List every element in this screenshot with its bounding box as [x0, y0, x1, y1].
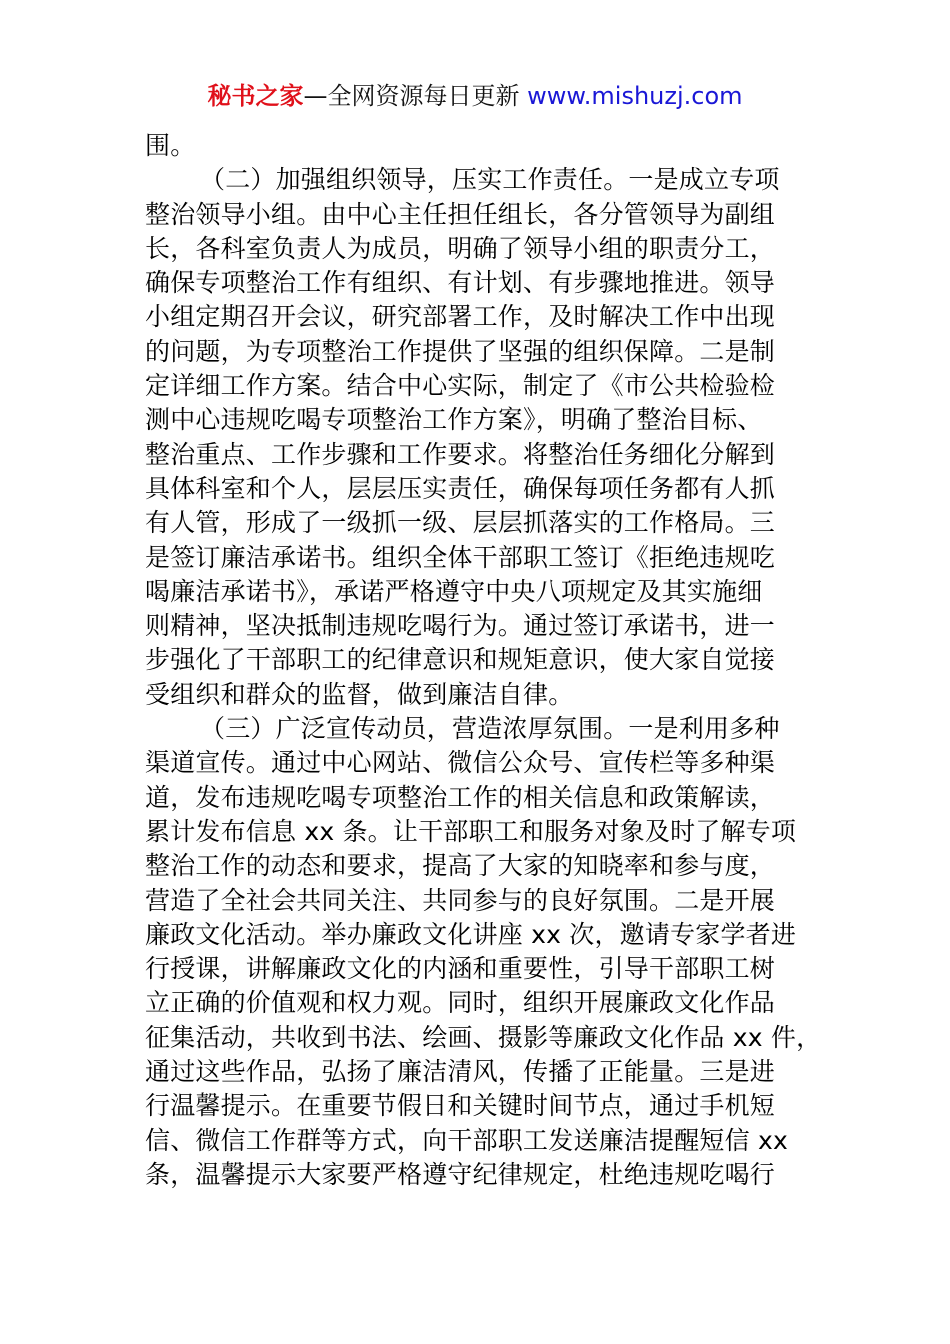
site-brand: 秘书之家 — [207, 82, 304, 110]
text-line: 的问题，为专项整治工作提供了坚强的组织保障。二是制 — [145, 336, 776, 366]
text-line: 立正确的价值观和权力观。同时，组织开展廉政文化作品 — [145, 988, 776, 1018]
text-line: 信、微信工作群等方式，向干部职工发送廉洁提醒短信 xx — [145, 1125, 788, 1155]
text-line: 整治领导小组。由中心主任担任组长，各分管领导为副组 — [145, 199, 776, 229]
text-line: 步强化了干部职工的纪律意识和规矩意识，使大家自觉接 — [145, 645, 776, 675]
text-line: 围。 — [145, 131, 196, 160]
text-line: 则精神，坚决抵制违规吃喝行为。通过签订承诺书，进一 — [145, 611, 776, 641]
text-line: 长，各科室负责人为成员，明确了领导小组的职责分工， — [145, 233, 776, 263]
text-line: 通过这些作品，弘扬了廉洁清风，传播了正能量。三是进 — [145, 1057, 776, 1087]
text-line: 喝廉洁承诺书》，承诺严格遵守中央八项规定及其实施细 — [145, 576, 763, 606]
text-line: 条，温馨提示大家要严格遵守纪律规定，杜绝违规吃喝行 — [145, 1159, 776, 1189]
text-line: 是签订廉洁承诺书。组织全体干部职工签订《拒绝违规吃 — [145, 542, 776, 572]
text-line: 征集活动，共收到书法、绘画、摄影等廉政文化作品 xx 件， — [145, 1022, 822, 1052]
text-line: 测中心违规吃喝专项整治工作方案》，明确了整治目标、 — [145, 405, 763, 435]
section-heading-line: （二）加强组织领导，压实工作责任。一是成立专项 — [200, 165, 780, 195]
text-line: 渠道宣传。通过中心网站、微信公众号、宣传栏等多种渠 — [145, 748, 776, 778]
site-header — [0, 80, 950, 112]
text-line: 整治工作的动态和要求，提高了大家的知晓率和参与度， — [145, 851, 776, 881]
site-tagline: —全网资源每日更新 — [303, 82, 528, 110]
text-line: 具体科室和个人，层层压实责任，确保每项任务都有人抓 — [145, 473, 776, 503]
text-line: 整治重点、工作步骤和工作要求。将整治任务细化分解到 — [145, 439, 776, 469]
text-line: 有人管，形成了一级抓一级、层层抓落实的工作格局。三 — [145, 508, 776, 538]
section-heading-line: （三）广泛宣传动员，营造浓厚氛围。一是利用多种 — [200, 714, 780, 744]
site-url-link[interactable]: www.mishuzj.com — [527, 82, 743, 110]
text-line: 小组定期召开会议，研究部署工作，及时解决工作中出现 — [145, 302, 776, 332]
text-line: 道，发布违规吃喝专项整治工作的相关信息和政策解读， — [145, 782, 776, 812]
text-line: 营造了全社会共同关注、共同参与的良好氛围。二是开展 — [145, 885, 776, 915]
text-line: 行授课，讲解廉政文化的内涵和重要性，引导干部职工树 — [145, 954, 776, 984]
text-line: 确保专项整治工作有组织、有计划、有步骤地推进。领导 — [145, 268, 776, 298]
document-body — [145, 129, 822, 1192]
text-line: 受组织和群众的监督，做到廉洁自律。 — [145, 679, 574, 709]
text-line: 廉政文化活动。举办廉政文化讲座 xx 次，邀请专家学者进 — [145, 919, 797, 949]
text-line: 累计发布信息 xx 条。让干部职工和服务对象及时了解专项 — [145, 816, 797, 846]
text-line: 行温馨提示。在重要节假日和关键时间节点，通过手机短 — [145, 1091, 776, 1121]
text-line: 定详细工作方案。结合中心实际，制定了《市公共检验检 — [145, 371, 776, 401]
